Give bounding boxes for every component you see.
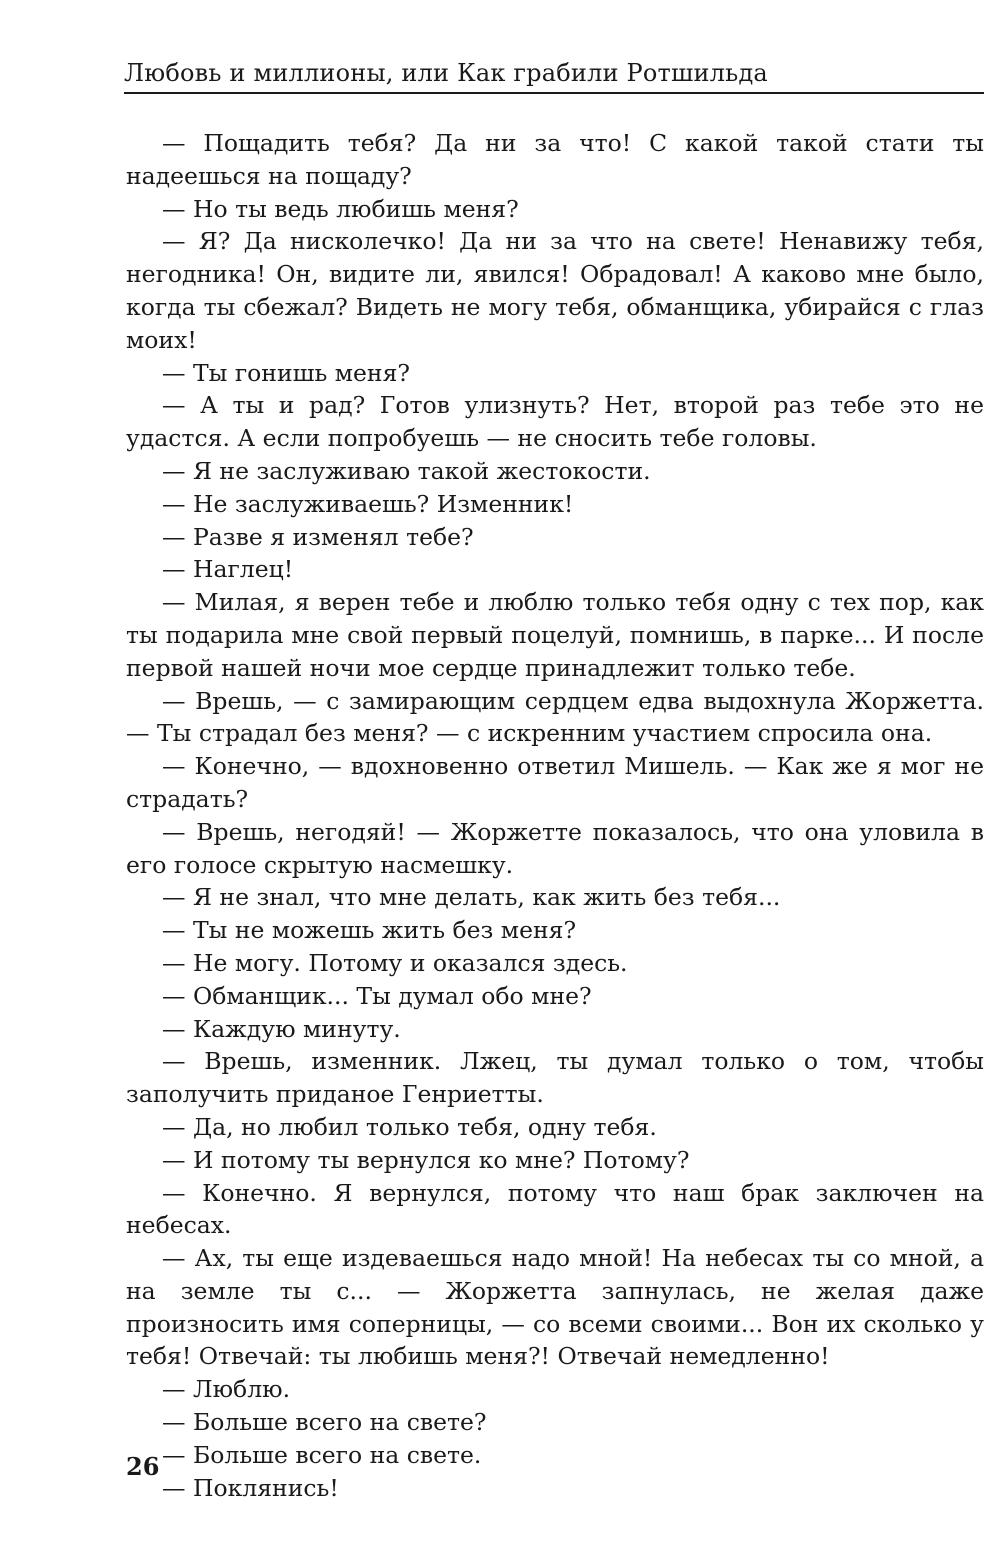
paragraph: — Я? Да нисколечко! Да ни за что на свете! Ненавижу тебя, негодника! Он, видите ли, явился! Обрадовал! А каково мне было, когда ты сбежал? Видеть не могу тебя, обманщика, убирайся с глаз моих! [126,227,984,354]
paragraph: — Ты не можешь жить без меня? [162,916,577,945]
paragraph: — И потому ты вернулся ко мне? Потому? [162,1145,690,1174]
paragraph: — Не заслуживаешь? Изменник! [162,489,574,518]
paragraph: — Ты гонишь меня? [162,358,410,387]
paragraph: — Разве я изменял тебе? [162,522,474,551]
page-number: 26 [126,1452,160,1481]
paragraph: — Больше всего на свете. [162,1440,482,1469]
running-head: Любовь и миллионы, или Как грабили Ротшильда [124,59,768,87]
paragraph: — Я не знал, что мне делать, как жить без тебя... [162,883,781,912]
paragraph: — Пощадить тебя? Да ни за что! С какой такой стати ты надеешься на пощаду? [126,129,984,190]
paragraph: — Врешь, негодяй! — Жоржетте показалось, что она уловила в его голосе скрытую насмешку. [126,817,984,879]
header-rule [124,92,984,94]
paragraph: — Врешь, изменник. Лжец, ты думал только о том, чтобы заполучить приданое Генриетты. [126,1047,984,1109]
paragraph: — Не могу. Потому и оказался здесь. [162,948,628,977]
paragraph: — Наглец! [162,555,294,584]
paragraph: — Милая, я верен тебе и люблю только тебя одну с тех пор, как ты подарила мне свой первый поцелуй, помнишь, в парке... И после первой нашей ночи мое сердце принадлежит только тебе. [126,588,984,682]
paragraph: — Я не заслуживаю такой жестокости. [162,456,651,485]
body-text [126,127,984,1504]
paragraph: — Конечно, — вдохновенно ответил Мишель. — Как же я мог не страдать? [126,752,984,813]
paragraph: — Ах, ты еще издеваешься надо мной! На небесах ты со мной, а на земле ты с... — Жоржетта запнулась, не желая даже произносить имя соперницы, — со всеми своими... Вон их сколько у тебя! Отвечай: ты любишь меня?! Отвечай немедленно! [126,1244,984,1371]
paragraph: — Конечно. Я вернулся, потому что наш брак заключен на небесах. [126,1178,984,1240]
paragraph: — Поклянись! [162,1473,339,1502]
paragraph: — Каждую минуту. [162,1014,401,1043]
paragraph: — Обманщик... Ты думал обо мне? [162,981,592,1010]
paragraph: — А ты и рад? Готов улизнуть? Нет, второй раз тебе это не удастся. А если попробуешь — не сносить тебе головы. [126,391,984,453]
paragraph: — Люблю. [162,1375,291,1404]
paragraph: — Да, но любил только тебя, одну тебя. [162,1112,657,1141]
paragraph: — Больше всего на свете? [162,1408,487,1437]
paragraph: — Врешь, — с замирающим сердцем едва выдохнула Жоржетта. — Ты страдал без меня? — с искренним участием спросила она. [126,686,984,748]
paragraph: — Но ты ведь любишь меня? [162,194,519,223]
